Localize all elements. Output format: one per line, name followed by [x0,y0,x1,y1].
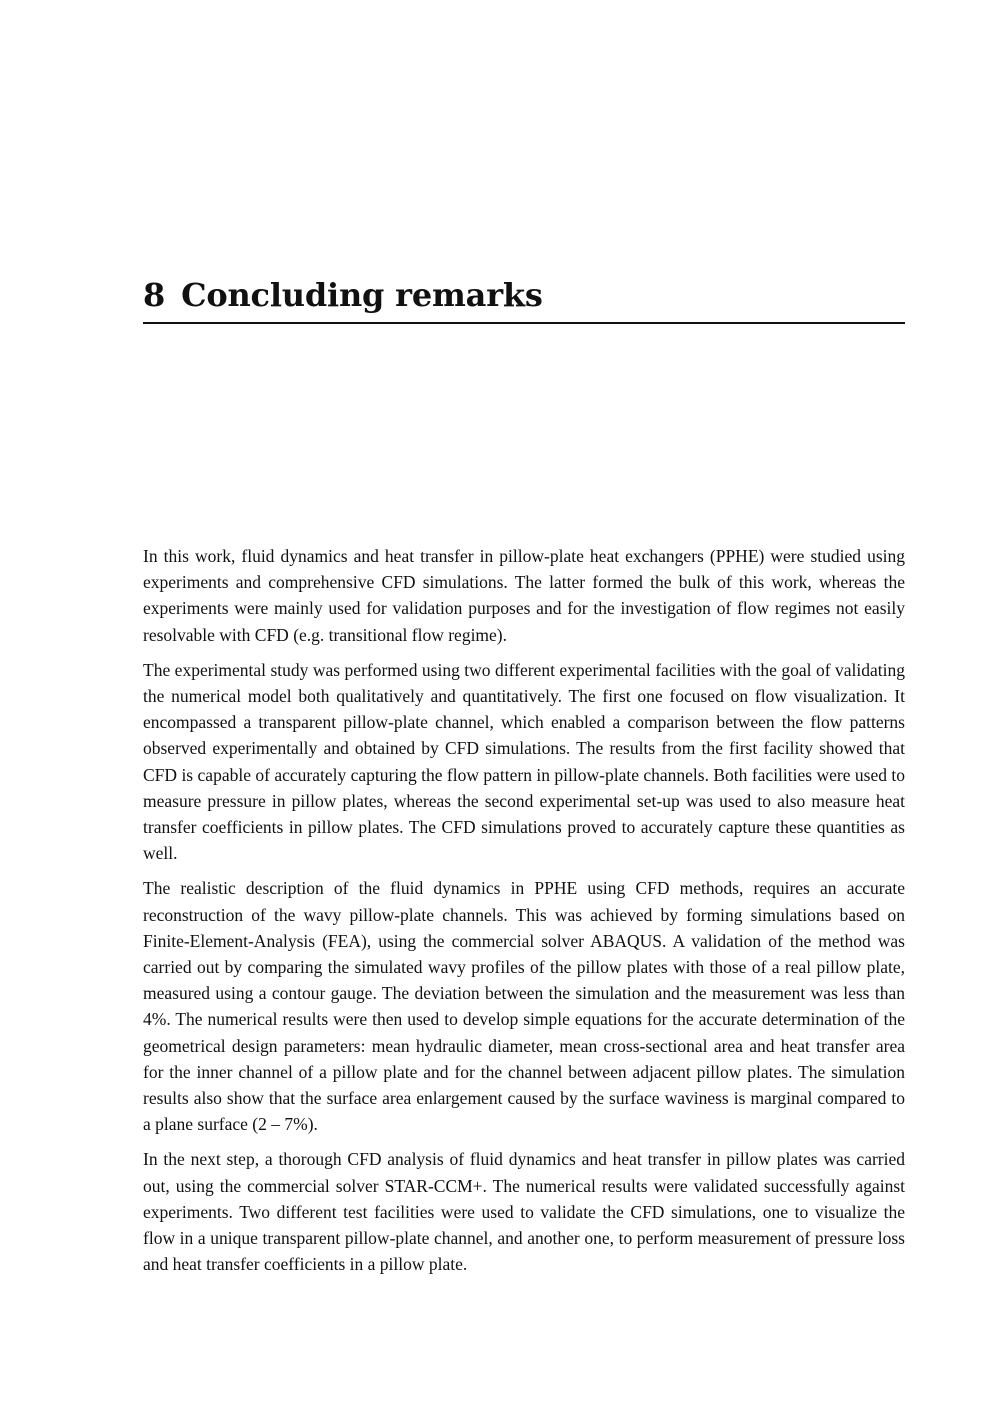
chapter-title: Concluding remarks [181,276,543,314]
paragraph-geometry-reconstruction: The realistic description of the fluid dynamics in PPHE using CFD methods, requires an accurate reconstruction of the wavy pillow-plate channels. This was achieved by forming simulations based on Finite-Element-Analysis (FEA), using the commercial solver ABAQUS. A validation of the method was carried out by comparing the simulated wavy profiles of the pillow plates with those of a real pillow plate, measured using a contour gauge. The deviation between the simulation and the measurement was less than 4%. The numerical results were then used to develop simple equations for the accurate determination of the geometrical design parameters: mean hydraulic diameter, mean cross-sectional area and heat transfer area for the inner channel of a pillow plate and for the channel between adjacent pillow plates. The simulation results also show that the surface area enlargement caused by the surface waviness is marginal compared to a plane surface (2 – 7%). [143,878,905,1135]
body-text [143,543,905,1286]
chapter-number: 8 [143,276,166,314]
paragraph-experimental-study: The experimental study was performed using two different experimental facilities with the goal of validating the numerical model both qualitatively and quantitatively. The first one focused on flow visualization. It encompassed a transparent pillow-plate channel, which enabled a comparison between the flow patterns observed experimentally and obtained by CFD simulations. The results from the first facility showed that CFD is capable of accurately capturing the flow pattern in pillow-plate channels. Both facilities were used to measure pressure in pillow plates, whereas the second experimental set-up was used to also measure heat transfer coefficients in pillow plates. The CFD simulations proved to accurately capture these quantities as well. [143,659,905,864]
chapter-heading [143,274,905,316]
paragraph-cfd-analysis: In the next step, a thorough CFD analysis of fluid dynamics and heat transfer in pillow plates was carried out, using the commercial solver STAR-CCM+. The numerical results were validated successfully against experiments. Two different test facilities were used to validate the CFD simulations, one to visualize the flow in a unique transparent pillow-plate channel, and another one, to perform measurement of pressure loss and heat transfer coefficients in a pillow plate. [143,1149,905,1275]
paragraph-introduction: In this work, fluid dynamics and heat transfer in pillow-plate heat exchangers (PPHE) were studied using experiments and comprehensive CFD simulations. The latter formed the bulk of this work, whereas the experiments were mainly used for validation purposes and for the investigation of flow regimes not easily resolvable with CFD (e.g. transitional flow regime). [143,546,905,645]
chapter-heading-rule [143,322,905,324]
